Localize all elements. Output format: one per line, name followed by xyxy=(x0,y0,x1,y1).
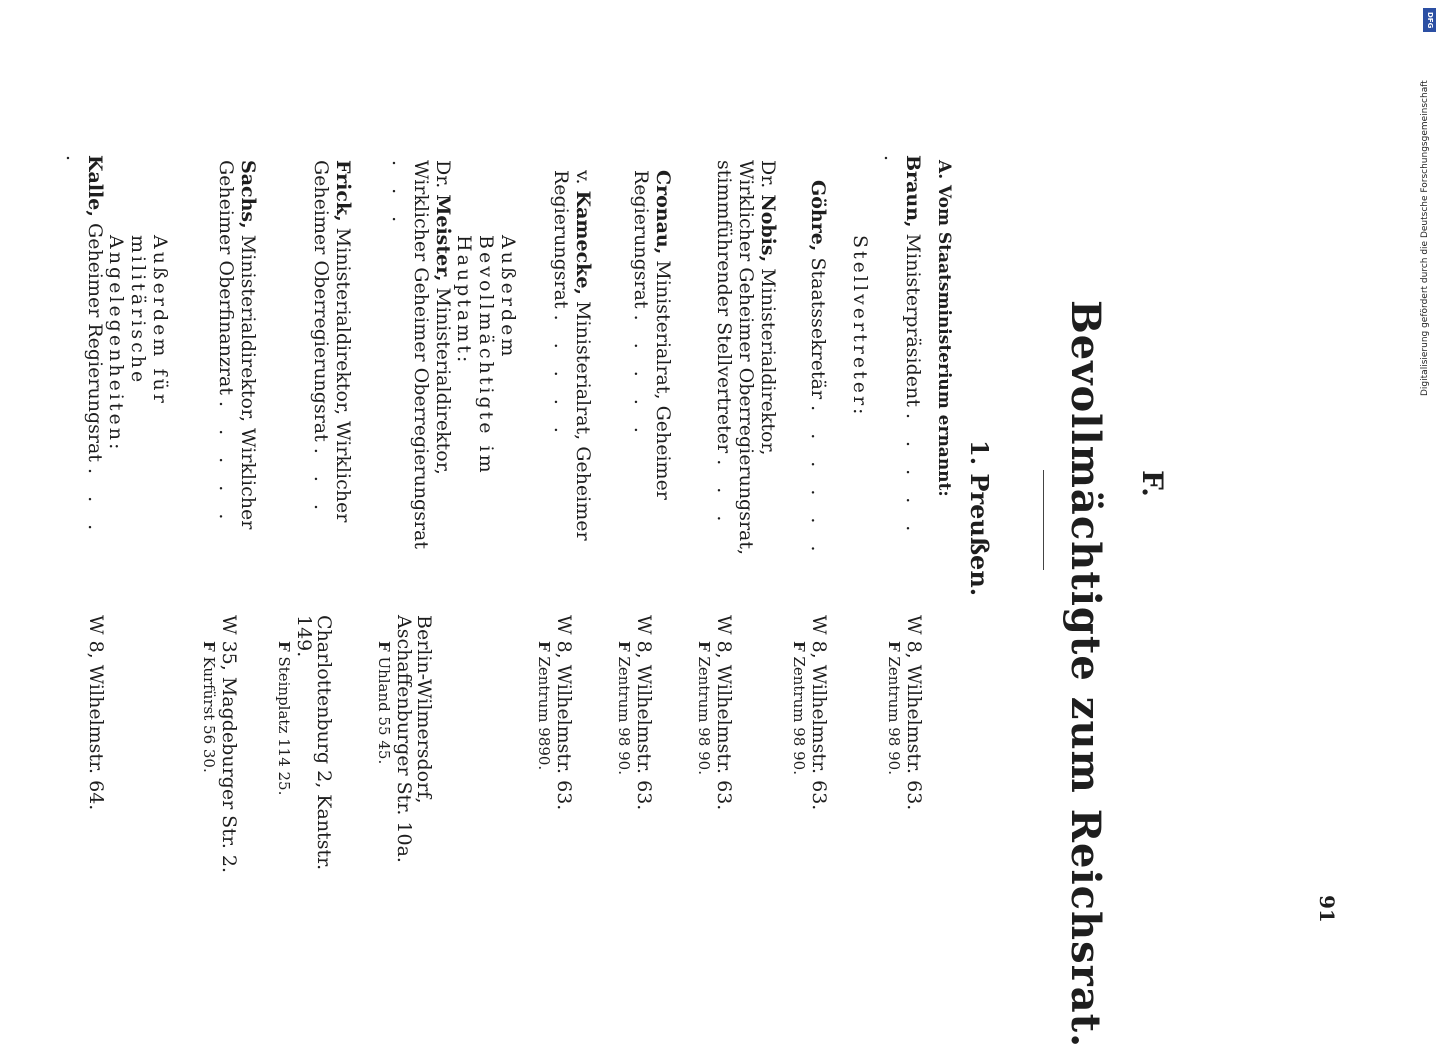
section-letter: F. xyxy=(1136,470,1169,497)
entry-address-block xyxy=(614,615,654,895)
military-affairs-label: Außerdem für militärische Angelegenheiten: xyxy=(105,235,171,453)
entry-name: Cronau, xyxy=(652,170,674,255)
entry-prefix: Dr. xyxy=(432,160,454,189)
dfg-credit-text: Digitalisierung gefördert durch die Deutsche Forschungsgemeinschaft xyxy=(1420,80,1430,396)
dfg-credit-strip xyxy=(1420,8,1439,408)
leader-dots: . . . . xyxy=(62,155,106,539)
dfg-logo: DFG xyxy=(1423,8,1436,32)
phone-prefix: F xyxy=(375,641,393,652)
deputies-label: Stellvertreter: xyxy=(849,235,871,418)
entry-title: Ministerialrat, Geheimer Regierungsrat xyxy=(630,170,674,500)
entry-title: Ministerialdirektor, Wirklicher Geheimer Oberregierungsrat xyxy=(410,160,454,550)
phone-prefix: F xyxy=(790,641,808,652)
entry-address: W 35, Magdeburger Str. 2. xyxy=(218,615,240,874)
entry-name: Braun, xyxy=(902,155,924,228)
page-title: Bevollmächtigte zum Reichsrat. xyxy=(1062,300,1109,1048)
entry-name-block xyxy=(807,180,829,580)
entry-phone: Kurfürst 56 30. xyxy=(200,656,218,773)
entry-name: Kamecke, xyxy=(572,190,594,296)
entry-name-block xyxy=(62,155,106,555)
entry-address: W 8, Wilhelmstr. 63. xyxy=(903,615,925,811)
entry-address-block xyxy=(534,615,574,895)
entry-name: Sachs, xyxy=(237,160,259,229)
entry-address-block xyxy=(274,615,334,905)
entry-address-block xyxy=(789,615,829,895)
entry-name-block xyxy=(550,170,594,570)
entry-address: Berlin-Wilmersdorf, Aschaffenburger Str. 10a. xyxy=(393,615,435,863)
additional-plenipotentiaries-label: Außerdem Bevollmächtigte im Hauptamt: xyxy=(453,235,519,476)
entry-phone: Zentrum 9890. xyxy=(535,656,553,771)
entry-address: W 8, Wilhelmstr. 63. xyxy=(808,615,830,811)
entry-phone: Zentrum 98 90. xyxy=(790,656,808,775)
entry-address-block xyxy=(884,615,924,895)
leader-dots: . . . xyxy=(713,459,735,530)
entry-name-block xyxy=(630,170,674,570)
page-number: 91 xyxy=(1315,895,1339,923)
entry-name: Meister, xyxy=(432,194,454,282)
entry-title: Ministerialdirektor, Wirklicher Geheimer Oberfinanzrat xyxy=(215,160,259,530)
leader-dots: . . . . . xyxy=(550,314,572,441)
phone-prefix: F xyxy=(200,641,218,652)
entry-address-block xyxy=(199,615,239,895)
entry-name-block xyxy=(215,160,259,560)
entry-title: Staatssekretär xyxy=(807,257,829,400)
entry-title: Geheimer Regierungsrat xyxy=(84,223,106,462)
entry-name-block xyxy=(880,155,924,555)
leader-dots: . . . . . . xyxy=(880,155,924,540)
entry-phone: Uhland 55 45. xyxy=(375,656,393,765)
entry-phone: Zentrum 98 90. xyxy=(695,656,713,775)
entry-name: Göhre, xyxy=(807,180,829,252)
title-divider xyxy=(1043,470,1044,570)
state-heading: 1. Preußen. xyxy=(965,440,994,597)
leader-dots: . . . . . xyxy=(215,401,237,528)
phone-prefix: F xyxy=(615,641,633,652)
phone-prefix: F xyxy=(275,641,293,652)
phone-prefix: F xyxy=(695,641,713,652)
phone-prefix: F xyxy=(885,641,903,652)
entry-name: Nobis, xyxy=(757,194,779,263)
entry-prefix: v. xyxy=(572,170,594,185)
entry-address: Charlottenburg 2, Kantstr. 149. xyxy=(293,615,335,871)
leader-dots: . . . xyxy=(310,447,332,519)
entry-address-block xyxy=(374,615,434,905)
entry-address-block xyxy=(86,615,106,895)
entry-name-block xyxy=(310,160,354,560)
entry-name: Frick, xyxy=(332,160,354,222)
entry-address-block xyxy=(694,615,734,895)
appointment-heading: A. Vom Staatsministerium ernannt: xyxy=(934,160,954,497)
leader-dots: . . . . . . xyxy=(807,405,829,560)
entry-phone: Zentrum 98 90. xyxy=(885,656,903,775)
entry-name-block xyxy=(388,160,454,560)
phone-prefix: F xyxy=(535,641,553,652)
entry-address: W 8, Wilhelmstr. 64. xyxy=(85,615,107,811)
entry-address: W 8, Wilhelmstr. 63. xyxy=(713,615,735,811)
entry-name: Kalle, xyxy=(84,155,106,217)
entry-phone: Steinplatz 114 25. xyxy=(275,656,293,796)
entry-prefix: Dr. xyxy=(757,160,779,189)
entry-title: Ministerpräsident xyxy=(902,233,924,407)
entry-title: Ministerialdirektor, Wirklicher Geheimer Oberregierungsrat xyxy=(310,160,354,523)
entry-name-block xyxy=(713,160,779,560)
entry-address: W 8, Wilhelmstr. 63. xyxy=(553,615,575,811)
leader-dots: . . . xyxy=(388,160,410,231)
entry-title: Ministerialdirektor, Wirklicher Geheimer Oberregierungsrat, stimmführender Stellvertreter xyxy=(713,160,779,556)
leader-dots: . . . . . xyxy=(630,314,652,441)
entry-phone: Zentrum 98 90. xyxy=(615,656,633,775)
entry-title: Ministerialrat, Geheimer Regierungsrat xyxy=(550,170,594,541)
entry-address: W 8, Wilhelmstr. 63. xyxy=(633,615,655,811)
